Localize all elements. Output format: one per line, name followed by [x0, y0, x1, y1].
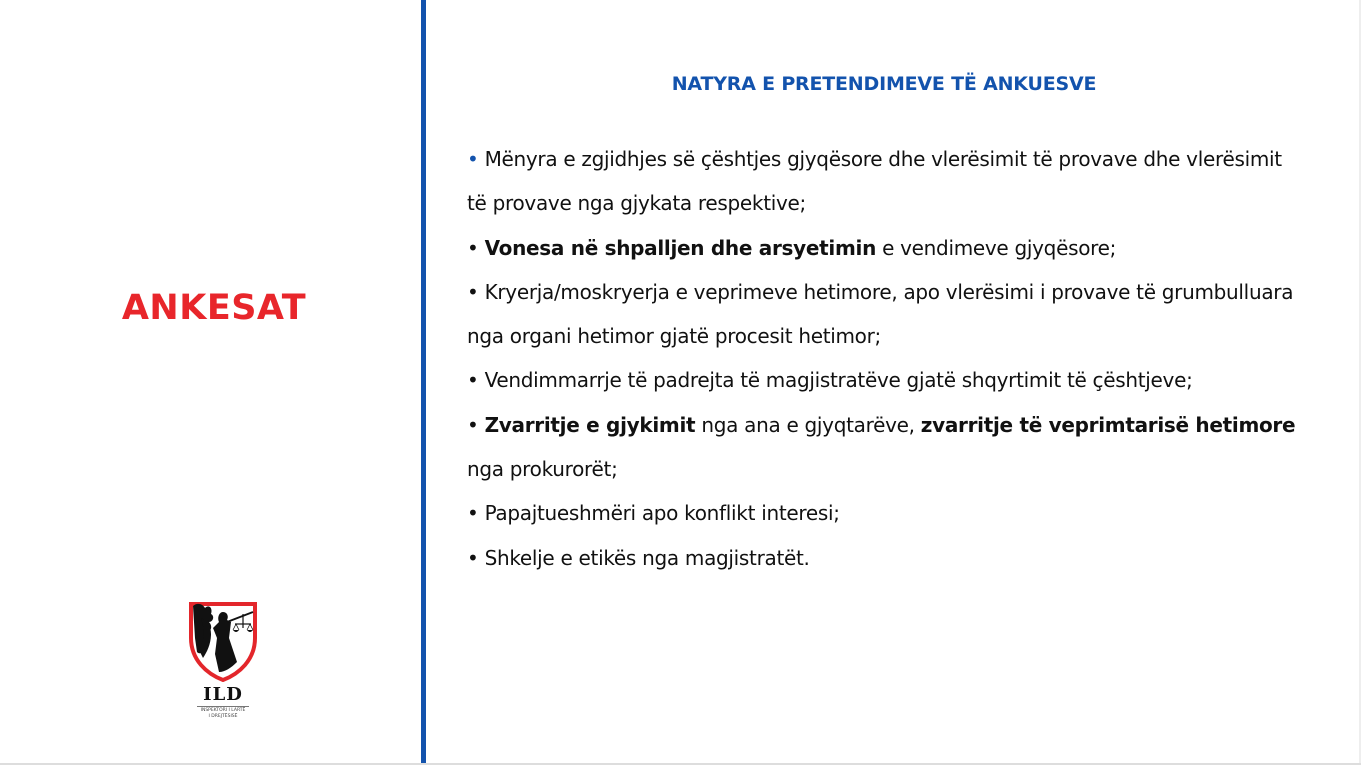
bullet-item — [467, 403, 1302, 492]
logo-subtitle — [183, 708, 263, 719]
bullet-text: Vendimmarrje të padrejta të magjistratëve gjatë shqyrtimit të çështjeve; — [484, 368, 1193, 393]
logo-subtitle-line2: I DREJTËSISË — [208, 713, 238, 719]
logo-name: ILD — [203, 684, 243, 705]
bullet-list — [467, 137, 1302, 580]
bullet-bold-text: zvarritje të veprimtarisë hetimore — [920, 412, 1296, 437]
bullet-item — [467, 491, 1302, 535]
bullet-dot: • — [467, 279, 479, 304]
bullet-dot: • — [467, 545, 479, 570]
bullet-dot: • — [467, 368, 479, 393]
right-panel — [426, 0, 1361, 765]
ild-logo — [183, 598, 263, 723]
section-heading: NATYRA E PRETENDIMEVE TË ANKUESVE — [671, 73, 1097, 95]
bullet-item — [467, 270, 1302, 359]
bullet-text: nga ana e gjyqtarëve, — [695, 412, 921, 437]
bullet-item — [467, 358, 1302, 402]
bullet-dot: • — [467, 412, 479, 437]
bullet-text: nga prokurorët; — [467, 457, 618, 482]
bullet-text: Papajtueshmëri apo konflikt interesi; — [484, 501, 840, 526]
bullet-item — [467, 226, 1302, 270]
bullet-dot: • — [467, 147, 479, 171]
left-panel — [0, 0, 422, 765]
ild-emblem-icon — [183, 598, 263, 682]
bullet-text: Kryerja/moskryerja e veprimeve hetimore, apo vlerësimi i provave të grumbulluara nga organi hetimor gjatë procesit hetimor; — [467, 279, 1294, 349]
logo-divider — [197, 706, 249, 707]
bullet-item — [467, 536, 1302, 580]
bullet-bold-text: Vonesa në shpalljen dhe arsyetimin — [484, 235, 877, 260]
bullet-bold-text: Zvarritje e gjykimit — [484, 412, 696, 437]
bullet-item — [467, 137, 1302, 226]
bullet-text: e vendimeve gjyqësore; — [876, 235, 1117, 260]
bullet-dot: • — [467, 235, 479, 260]
logo-subtitle-line1: INSPEKTORI I LARTË — [200, 708, 246, 713]
bullet-text: Shkelje e etikës nga magjistratët. — [484, 545, 810, 570]
slide-title: ANKESAT — [121, 288, 307, 328]
bullet-dot: • — [467, 501, 479, 526]
bullet-text: Mënyra e zgjidhjes së çështjes gjyqësore dhe vlerësimit të provave dhe vlerësimit të provave nga gjykata respektive; — [467, 147, 1282, 216]
